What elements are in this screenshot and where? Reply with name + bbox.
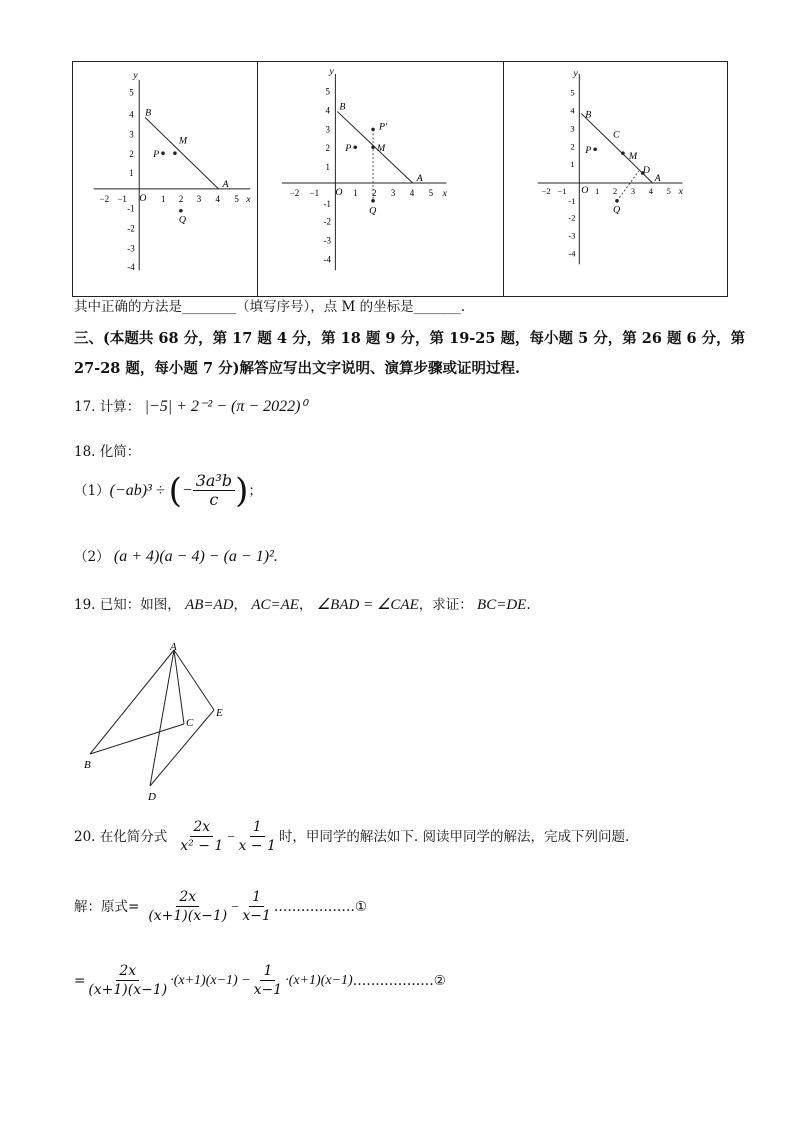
y-tick: 1 xyxy=(129,168,134,179)
panel-3 xyxy=(503,62,729,296)
y-tick: 1 xyxy=(325,162,330,173)
x-tick: 2 xyxy=(178,193,184,204)
triangle-figure xyxy=(78,638,238,804)
fraction xyxy=(239,888,274,925)
label-b: B xyxy=(145,107,152,119)
question-label: 19. 已知：如图， xyxy=(74,597,181,613)
label-o: O xyxy=(581,184,589,196)
y-tick: -2 xyxy=(323,216,331,227)
label-q: Q xyxy=(369,205,377,217)
label-o: O xyxy=(139,192,147,204)
fraction xyxy=(193,472,235,509)
label-p: P xyxy=(153,149,160,161)
y-axis-label: y xyxy=(573,67,578,79)
label-p: P xyxy=(345,143,352,155)
y-tick: 3 xyxy=(570,123,575,134)
label-a: A xyxy=(222,178,229,190)
figure-panels xyxy=(72,61,728,297)
math-expression: (a + 4)(a − 4) − (a − 1)². xyxy=(113,548,278,565)
numerator: 3a³b xyxy=(193,472,235,491)
x-tick: −2 xyxy=(541,185,551,196)
y-tick: 5 xyxy=(570,87,575,98)
label-m: M xyxy=(178,135,188,147)
y-axis-label: y xyxy=(133,69,138,81)
numerator: 1 xyxy=(250,818,265,837)
point-m xyxy=(173,151,177,155)
label-c: C xyxy=(613,129,620,141)
text: ，求证： xyxy=(418,597,473,613)
x-tick: 1 xyxy=(161,193,166,204)
x-tick: −1 xyxy=(557,185,567,196)
y-tick: 5 xyxy=(129,87,134,98)
y-axis-label: y xyxy=(329,65,334,77)
section-header: 27-28 题，每小题 7 分)解答应写出文字说明、演算步骤或证明过程. xyxy=(74,360,521,377)
y-tick: 2 xyxy=(129,149,134,160)
x-tick: −1 xyxy=(117,193,127,204)
y-tick: 3 xyxy=(129,129,134,140)
question-18-part-1 xyxy=(74,472,262,509)
solution-step-2 xyxy=(74,962,446,999)
point-p-prime xyxy=(371,128,375,132)
label-m: M xyxy=(377,143,386,155)
punctuation: ； xyxy=(248,482,262,499)
goal: BC=DE xyxy=(477,597,527,613)
label-b: B xyxy=(585,109,592,121)
fraction xyxy=(251,962,286,999)
x-tick: 5 xyxy=(666,185,671,196)
x-axis-label: x xyxy=(246,193,251,205)
point-p xyxy=(353,145,357,149)
y-tick: 1 xyxy=(570,159,575,170)
point-p xyxy=(161,151,165,155)
denominator: x−1 xyxy=(253,982,283,998)
y-tick: 2 xyxy=(570,141,575,152)
y-tick: -3 xyxy=(323,235,331,246)
label-o: O xyxy=(335,186,343,198)
x-tick: 3 xyxy=(390,187,396,198)
dashed-line xyxy=(617,171,639,201)
x-tick: 5 xyxy=(428,187,434,198)
numerator: 1 xyxy=(249,888,264,907)
question-19: 19. 已知：如图， AB=AD， AC=AE， ∠BAD = ∠CAE，求证： BC=DE. xyxy=(74,597,531,613)
label-q: Q xyxy=(613,204,621,216)
point-p xyxy=(593,147,597,151)
fraction xyxy=(235,818,278,855)
question-18-part-2 xyxy=(74,548,278,566)
fraction xyxy=(177,818,226,855)
condition: ∠BAD = ∠CAE xyxy=(316,597,419,613)
coordinate-plane-3 xyxy=(503,62,729,296)
x-tick: 4 xyxy=(409,187,415,198)
y-tick: -2 xyxy=(127,223,135,234)
condition: AB=AD xyxy=(185,597,234,613)
label-p-prime: P′ xyxy=(379,121,388,133)
numerator: 2x xyxy=(116,962,139,981)
minus-sign: − xyxy=(226,828,236,844)
x-tick: 4 xyxy=(648,185,653,196)
x-tick: 3 xyxy=(630,185,636,196)
y-tick: 4 xyxy=(129,109,134,120)
y-tick: -2 xyxy=(568,212,576,223)
label-p: P xyxy=(585,145,592,157)
condition: AC=AE xyxy=(251,597,299,613)
text: 时，甲同学的解法如下. 阅读甲同学的解法，完成下列问题. xyxy=(278,828,630,845)
y-tick: -4 xyxy=(568,248,576,259)
x-tick: 1 xyxy=(353,187,358,198)
x-tick: 2 xyxy=(372,187,377,198)
y-tick: -4 xyxy=(127,262,135,273)
y-tick: 3 xyxy=(325,124,330,135)
label-q: Q xyxy=(178,214,187,226)
solution-label: 解：原式= xyxy=(74,898,140,915)
y-tick: -1 xyxy=(568,195,576,206)
part-label: （1） xyxy=(74,482,110,499)
label-b: B xyxy=(84,759,91,771)
denominator: (x+1)(x−1) xyxy=(88,982,168,998)
label-b: B xyxy=(339,101,346,113)
x-tick: −1 xyxy=(309,187,320,198)
fraction xyxy=(85,962,170,999)
x-tick: −2 xyxy=(99,193,110,204)
x-tick: 1 xyxy=(595,185,600,196)
point-q xyxy=(371,199,375,203)
y-tick: 4 xyxy=(325,105,330,116)
point-q xyxy=(179,209,183,213)
panel-2 xyxy=(257,62,503,296)
numerator: 2x xyxy=(176,888,199,907)
solution-step-1 xyxy=(74,888,367,925)
question-label: 20. 在化简分式 xyxy=(74,828,168,845)
label-d: D xyxy=(148,791,156,803)
math-expression: |−5| + 2⁻² − (π − 2022)⁰ xyxy=(144,398,307,415)
question-20 xyxy=(74,818,629,855)
label-e: E xyxy=(216,707,223,719)
y-tick: 5 xyxy=(325,86,330,97)
question-17 xyxy=(74,398,307,416)
y-tick: -1 xyxy=(127,203,135,214)
y-tick: 2 xyxy=(325,143,330,154)
question-18-label: 18. 化简： xyxy=(74,444,141,460)
math-expression: ·(x+1)(x−1) xyxy=(285,972,353,988)
point-q xyxy=(615,199,619,203)
part-label: （2） xyxy=(74,549,110,565)
denominator: (x+1)(x−1) xyxy=(148,908,228,924)
numerator: 2x xyxy=(190,818,213,837)
math-expression: ·(x+1)(x−1) − xyxy=(170,972,251,988)
section-header: 三、(本题共 68 分，第 17 题 4 分，第 18 题 9 分，第 19-25 题，每小题 5 分，第 26 题 6 分，第 xyxy=(74,330,746,347)
numerator: 1 xyxy=(260,962,275,981)
x-tick: 3 xyxy=(196,193,202,204)
panel-1 xyxy=(73,62,257,296)
x-tick: 4 xyxy=(215,193,221,204)
x-tick: 2 xyxy=(613,185,618,196)
x-tick: 5 xyxy=(234,193,239,204)
y-tick: -1 xyxy=(323,198,331,209)
y-tick: -3 xyxy=(568,230,576,241)
denominator: x − 1 xyxy=(238,838,276,854)
question-label: 17. 计算： xyxy=(74,399,141,415)
answer-line: 其中正确的方法是________（填写序号），点 M 的坐标是_______. xyxy=(74,299,466,315)
fraction xyxy=(145,888,230,925)
minus-sign: − xyxy=(230,898,240,914)
y-tick: 4 xyxy=(570,105,575,116)
label-a: A xyxy=(416,172,423,184)
label-a: A xyxy=(170,641,177,653)
point-m xyxy=(371,145,375,149)
step-marker: ………………② xyxy=(352,972,446,989)
step-marker: ………………① xyxy=(273,898,368,915)
point-m xyxy=(621,151,625,155)
denominator: x² − 1 xyxy=(180,838,224,854)
coordinate-plane-2 xyxy=(257,62,503,296)
x-tick: −2 xyxy=(289,187,300,198)
paren-right: ) xyxy=(235,470,249,511)
y-tick: -4 xyxy=(323,254,331,265)
math-expression: (−ab)³ ÷ xyxy=(109,481,165,499)
equals-sign: = xyxy=(74,972,86,989)
label-c: C xyxy=(186,717,194,729)
paren-left: ( xyxy=(168,470,182,511)
denominator: c xyxy=(209,490,219,509)
x-axis-label: x xyxy=(442,187,447,199)
label-d: D xyxy=(642,165,650,177)
y-tick: -3 xyxy=(127,243,135,254)
denominator: x−1 xyxy=(242,908,271,924)
label-a: A xyxy=(654,172,661,184)
label-m: M xyxy=(628,151,638,163)
coordinate-plane-1 xyxy=(73,62,257,296)
x-axis-label: x xyxy=(678,185,683,197)
minus-sign: − xyxy=(181,481,193,499)
